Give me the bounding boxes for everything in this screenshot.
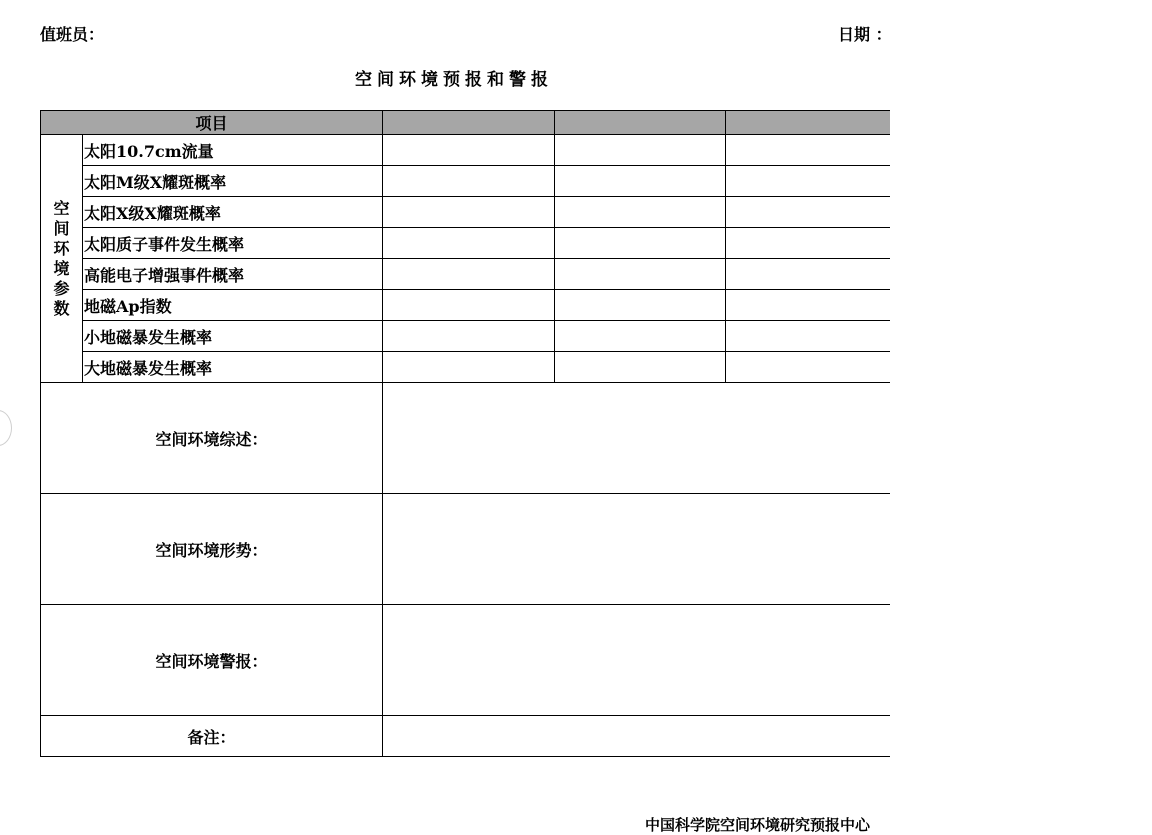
notes-label: 备注： xyxy=(41,716,383,757)
value-cell[interactable] xyxy=(726,259,901,290)
table-row xyxy=(41,290,901,321)
table-row xyxy=(41,166,901,197)
value-cell[interactable] xyxy=(383,321,555,352)
summary-label: 空间环境综述： xyxy=(41,383,383,494)
header-col-3 xyxy=(726,111,901,135)
value-cell[interactable] xyxy=(383,290,555,321)
value-cell[interactable] xyxy=(726,166,901,197)
value-cell[interactable] xyxy=(383,197,555,228)
forecast-form-table xyxy=(40,110,901,757)
value-cell[interactable] xyxy=(383,228,555,259)
value-cell[interactable] xyxy=(726,352,901,383)
value-cell[interactable] xyxy=(383,135,555,166)
param-name: 大地磁暴发生概率 xyxy=(83,352,383,383)
notes-row xyxy=(41,716,901,757)
header-col-1 xyxy=(383,111,555,135)
table-row xyxy=(41,135,901,166)
table-row xyxy=(41,321,901,352)
page-title: 空间环境预报和警报 xyxy=(355,70,553,90)
table-row xyxy=(41,352,901,383)
page-edge-mask xyxy=(890,100,1152,800)
table-row xyxy=(41,259,901,290)
value-cell[interactable] xyxy=(383,259,555,290)
header-col-2 xyxy=(555,111,726,135)
param-name: 地磁Ap指数 xyxy=(83,290,383,321)
group-label-char: 参 xyxy=(53,278,70,298)
date-label: 日期 ： xyxy=(838,25,892,44)
value-cell[interactable] xyxy=(726,228,901,259)
summary-row xyxy=(41,383,901,494)
group-label-char: 境 xyxy=(53,258,70,278)
footer-organization: 中国科学院空间环境研究预报中心 xyxy=(645,816,871,834)
warning-row xyxy=(41,605,901,716)
param-name: 高能电子增强事件概率 xyxy=(83,259,383,290)
table-header-row xyxy=(41,111,901,135)
space-environment-parameters-group-label xyxy=(41,135,83,383)
value-cell[interactable] xyxy=(383,166,555,197)
duty-officer-label: 值班员： xyxy=(40,25,105,44)
value-cell[interactable] xyxy=(555,259,726,290)
value-cell[interactable] xyxy=(555,352,726,383)
header-item-cell: 项目 xyxy=(41,111,383,135)
value-cell[interactable] xyxy=(383,352,555,383)
value-cell[interactable] xyxy=(726,321,901,352)
side-scroll-handle[interactable] xyxy=(0,410,12,446)
value-cell[interactable] xyxy=(555,321,726,352)
param-name: 太阳质子事件发生概率 xyxy=(83,228,383,259)
situation-row xyxy=(41,494,901,605)
param-name: 太阳10.7cm流量 xyxy=(83,135,383,166)
param-name: 太阳X级X耀斑概率 xyxy=(83,197,383,228)
value-cell[interactable] xyxy=(555,197,726,228)
param-name: 太阳M级X耀斑概率 xyxy=(83,166,383,197)
value-cell[interactable] xyxy=(555,135,726,166)
value-cell[interactable] xyxy=(555,228,726,259)
table-row xyxy=(41,197,901,228)
table-row xyxy=(41,228,901,259)
notes-content-cell[interactable] xyxy=(383,716,901,757)
group-label-char: 环 xyxy=(53,238,70,258)
value-cell[interactable] xyxy=(726,290,901,321)
value-cell[interactable] xyxy=(726,135,901,166)
situation-label: 空间环境形势： xyxy=(41,494,383,605)
value-cell[interactable] xyxy=(555,290,726,321)
param-name: 小地磁暴发生概率 xyxy=(83,321,383,352)
group-label-char: 间 xyxy=(53,218,70,238)
situation-content-cell[interactable] xyxy=(383,494,901,605)
group-label-char: 数 xyxy=(53,298,70,318)
group-label-char: 空 xyxy=(53,198,70,218)
value-cell[interactable] xyxy=(555,166,726,197)
warning-label: 空间环境警报： xyxy=(41,605,383,716)
summary-content-cell[interactable] xyxy=(383,383,901,494)
value-cell[interactable] xyxy=(726,197,901,228)
warning-content-cell[interactable] xyxy=(383,605,901,716)
